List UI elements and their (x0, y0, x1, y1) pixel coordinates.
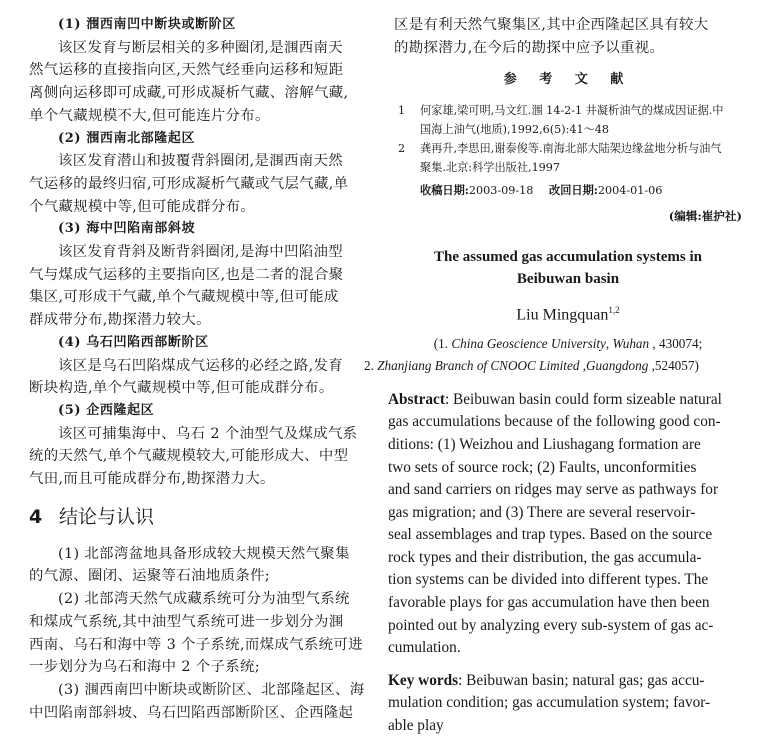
abstract-line: ditions: (1) Weizhou and Liushagang formation are (388, 435, 701, 453)
section-heading (29, 505, 361, 529)
text-line: (3) 涠西南凹中断块或断阶区、北部隆起区、海 (58, 681, 365, 698)
keywords-line: mulation condition; gas accumulation system; favor- (388, 694, 711, 712)
text-line: 该区是乌石凹陷煤成气运移的必经之路,发育 (58, 357, 343, 374)
affiliation-prefix: 2. (364, 357, 378, 373)
keywords-line: : Beibuwan basin; natural gas; gas accu- (458, 671, 705, 689)
text-line: 断块构造,单个气藏规模中等,但可能成群分布。 (29, 380, 334, 397)
text-line: 该区发育潜山和披覆背斜圈闭,是涠西南天然 (58, 153, 343, 170)
block-3 (29, 218, 361, 332)
affiliation-separator: , (605, 335, 613, 351)
block-1 (29, 14, 361, 128)
abstract (388, 389, 742, 660)
abstract-label: Abstract (388, 390, 445, 408)
author (394, 299, 742, 326)
abstract-line: gas accumulations because of the following good con- (388, 413, 721, 431)
text-line: 群成带分布,勘探潜力较大。 (29, 312, 211, 329)
keywords (388, 670, 742, 738)
text-line: 该区可捕集海中、乌石 2 个油型气及煤成气系 (58, 425, 358, 442)
editor-note: (编辑:崔护社) (668, 209, 742, 224)
text-line: 的勘探潜力,在今后的勘探中应予以重视。 (394, 39, 665, 56)
affiliation-separator: , (579, 357, 587, 373)
abstract-line: favorable plays for gas accumulation have then been (388, 594, 710, 612)
reference-text: 聚集.北京:科学出版社,1997 (420, 161, 561, 175)
subheading: (4) 乌石凹陷西部断阶区 (58, 334, 209, 350)
affiliation-2 (364, 355, 742, 377)
abstract-line: rock types and their distribution, the gas accumula- (388, 548, 702, 566)
block-5 (29, 400, 361, 491)
text-line: 气运移的最终归宿,可形成凝析气藏或气层气藏,单 (29, 175, 349, 192)
text-line: 个气藏规模中等,但可能成群分布。 (29, 198, 256, 215)
text-line: 统的天然气,单个气藏规模较大,可能形成大、中型 (29, 448, 349, 465)
reference-text: 何家雄,梁可明,马文红.涠 14-2-1 井凝析油气的煤成因证据.中 (420, 104, 724, 118)
affiliation-institution: Zhanjiang Branch of CNOOC Limited (377, 357, 580, 373)
text-line: 中凹陷南部斜坡、乌石凹陷西部断阶区、企西隆起 (29, 704, 354, 721)
references-list (394, 101, 742, 177)
section-number: 4 (29, 505, 43, 528)
keywords-line: able play (388, 717, 444, 735)
revised-date: 2004-01-06 (597, 184, 663, 198)
reference-item (394, 101, 742, 139)
reference-number: 1 (398, 104, 406, 118)
abstract-line: gas migration; and (3) There are several reservoir- (388, 503, 696, 521)
text-line: 气田,而且可能成群分布,勘探潜力大。 (29, 471, 275, 488)
continuation (394, 14, 742, 59)
english-title (394, 246, 742, 290)
block-4 (29, 332, 361, 400)
text-line: 一步划分为乌石和海中 2 个子系统; (29, 659, 260, 676)
subheading: (3) 海中凹陷南部斜坡 (58, 221, 196, 237)
subheading: (1) 涠西南凹中断块或断阶区 (58, 17, 236, 32)
references-title: 参 考 文 献 (503, 72, 633, 88)
english-title-line: The assumed gas accumulation systems in (434, 249, 702, 266)
affiliation-1 (394, 333, 742, 355)
conclusions (29, 543, 365, 725)
text-line: (1) 北部湾盆地具备形成较大规模天然气聚集 (58, 545, 350, 562)
received-date: 2003-09-18 (468, 184, 534, 198)
received-label: 收稿日期: (420, 183, 469, 198)
dates-line (394, 181, 742, 200)
reference-text: 龚再升,李思田,谢泰俊等.南海北部大陆架边缘盆地分析与油气 (420, 142, 722, 156)
subheading: (5) 企西隆起区 (58, 402, 155, 418)
reference-text: 国海上油气(地质),1992,6(5):41～48 (420, 123, 610, 137)
keywords-label: Key words (388, 671, 459, 689)
reference-item (394, 139, 742, 177)
text-line: 该区发育与断层相关的多种圈闭,是涠西南天 (58, 39, 343, 56)
affiliation-prefix: (1. (433, 335, 452, 351)
affiliation-suffix: , 430074; (649, 335, 703, 351)
section-title: 结论与认识 (59, 505, 155, 528)
text-line: 的气源、圈闭、运聚等石油地质条件; (29, 568, 271, 585)
revised-label: 改回日期: (549, 183, 598, 198)
author-superscript: 1,2 (608, 305, 620, 316)
text-line: 和煤成气系统,其中油型气系统可进一步划分为涠 (29, 613, 344, 630)
abstract-line: two sets of source rock; (2) Faults, unconformities (388, 458, 697, 476)
text-line: 离侧向运移即可成藏,可形成凝析气藏、溶解气藏, (29, 85, 349, 102)
english-title-line: Beibuwan basin (516, 271, 620, 288)
abstract-line: tion systems can be divided into different types. The (388, 571, 709, 589)
left-column (29, 14, 365, 724)
subheading: (2) 涠西南北部隆起区 (58, 130, 196, 146)
right-column (364, 14, 742, 738)
text-line: 该区发育背斜及断背斜圈闭,是海中凹陷油型 (58, 244, 343, 261)
abstract-line: : Beibuwan basin could form sizeable natural (444, 390, 722, 408)
text-line: 集区,可形成干气藏,单个气藏规模中等,但可能成 (29, 289, 339, 306)
text-line: 气与煤成气运移的主要指向区,也是二者的混合聚 (29, 266, 344, 283)
affiliation-city: Guangdong (586, 357, 649, 373)
abstract-line: cumulation. (388, 639, 461, 657)
affiliation-city: Wuhan (612, 335, 650, 351)
text-line: 西南、乌石和海中等 3 个子系统,而煤成气系统可进 (29, 636, 363, 653)
reference-number: 2 (398, 142, 406, 156)
abstract-line: seal assemblages and trap types. Based on the source (388, 526, 713, 544)
affiliation-institution: China Geoscience University (451, 335, 606, 351)
text-line: 然气运移的直接指向区,天然气经垂向运移和短距 (29, 62, 344, 79)
affiliation-suffix: ,524057) (648, 357, 699, 373)
text-line: 区是有利天然气聚集区,其中企西隆起区具有较大 (394, 17, 709, 33)
affiliations (364, 333, 742, 377)
block-2 (29, 128, 361, 219)
abstract-line: and sand carriers on ridges may serve as pathways for (388, 481, 719, 499)
author-name: Liu Mingquan (516, 306, 609, 324)
text-line: (2) 北部湾天然气成藏系统可分为油型气系统 (58, 591, 350, 608)
text-line: 单个气藏规模不大,但可能连片分布。 (29, 107, 270, 124)
abstract-line: pointed out by analyzing every sub-system of gas ac- (388, 616, 714, 634)
